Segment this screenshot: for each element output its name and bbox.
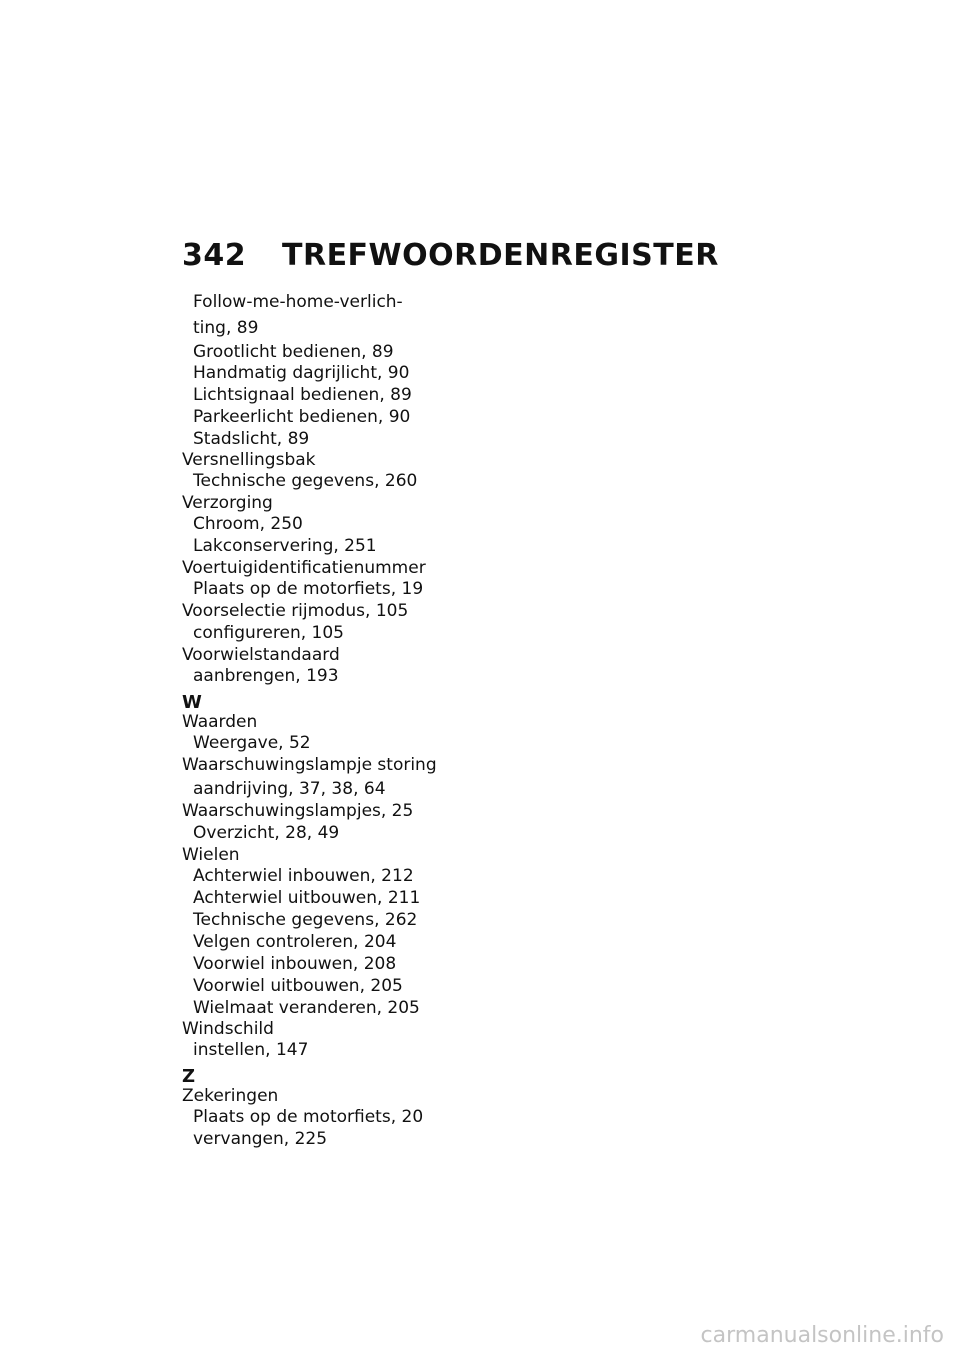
index-subentry: instellen, 147 [193, 1040, 309, 1060]
index-subentry: Grootlicht bedienen, 89 [193, 342, 394, 362]
index-subentry: Achterwiel uitbouwen, 211 [193, 888, 421, 908]
index-list [182, 292, 482, 1151]
index-entry: Voorwielstandaard [182, 645, 340, 665]
index-entry: Windschild [182, 1019, 274, 1039]
index-subentry: ting, 89 [193, 318, 259, 338]
index-subentry: Plaats op de motorfiets, 19 [193, 579, 424, 599]
index-subentry: aandrijving, 37, 38, 64 [193, 779, 386, 799]
index-subentry: Velgen controleren, 204 [193, 932, 397, 952]
index-subentry: Handmatig dagrijlicht, 90 [193, 363, 410, 383]
page-title: TREFWOORDENREGISTER [282, 238, 719, 273]
index-subentry: Plaats op de motorfiets, 20 [193, 1107, 424, 1127]
index-entry: Waarschuwingslampjes, 25 [182, 801, 414, 821]
index-entry: Wielen [182, 845, 240, 865]
index-entry: Versnellingsbak [182, 450, 316, 470]
index-subentry: aanbrengen, 193 [193, 666, 339, 686]
index-subentry: Technische gegevens, 260 [193, 471, 418, 491]
index-subentry: Lakconservering, 251 [193, 536, 377, 556]
index-subentry: Stadslicht, 89 [193, 429, 310, 449]
index-subentry: Chroom, 250 [193, 514, 303, 534]
index-subentry: vervangen, 225 [193, 1129, 328, 1149]
index-subentry: Achterwiel inbouwen, 212 [193, 866, 414, 886]
index-section-letter: Z [182, 1066, 196, 1087]
index-subentry: Wielmaat veranderen, 205 [193, 998, 420, 1018]
page-number: 342 [182, 238, 247, 273]
index-section-letter: W [182, 692, 202, 713]
index-entry: Verzorging [182, 493, 273, 513]
index-subentry: Voorwiel uitbouwen, 205 [193, 976, 403, 996]
index-subentry: Weergave, 52 [193, 733, 311, 753]
index-entry: Waarschuwingslampje storing [182, 755, 437, 775]
index-entry: Voorselectie rijmodus, 105 [182, 601, 409, 621]
index-subentry: Follow-me-home-verlich- [193, 292, 403, 312]
index-subentry: Technische gegevens, 262 [193, 910, 418, 930]
index-entry: Zekeringen [182, 1086, 279, 1106]
index-entry: Voertuigidentificatienummer [182, 558, 426, 578]
page-header [182, 238, 719, 273]
index-subentry: Parkeerlicht bedienen, 90 [193, 407, 411, 427]
index-subentry: Voorwiel inbouwen, 208 [193, 954, 397, 974]
watermark: carmanualsonline.info [700, 1323, 944, 1348]
index-subentry: configureren, 105 [193, 623, 344, 643]
index-subentry: Lichtsignaal bedienen, 89 [193, 385, 412, 405]
index-entry: Waarden [182, 712, 258, 732]
index-subentry: Overzicht, 28, 49 [193, 823, 340, 843]
